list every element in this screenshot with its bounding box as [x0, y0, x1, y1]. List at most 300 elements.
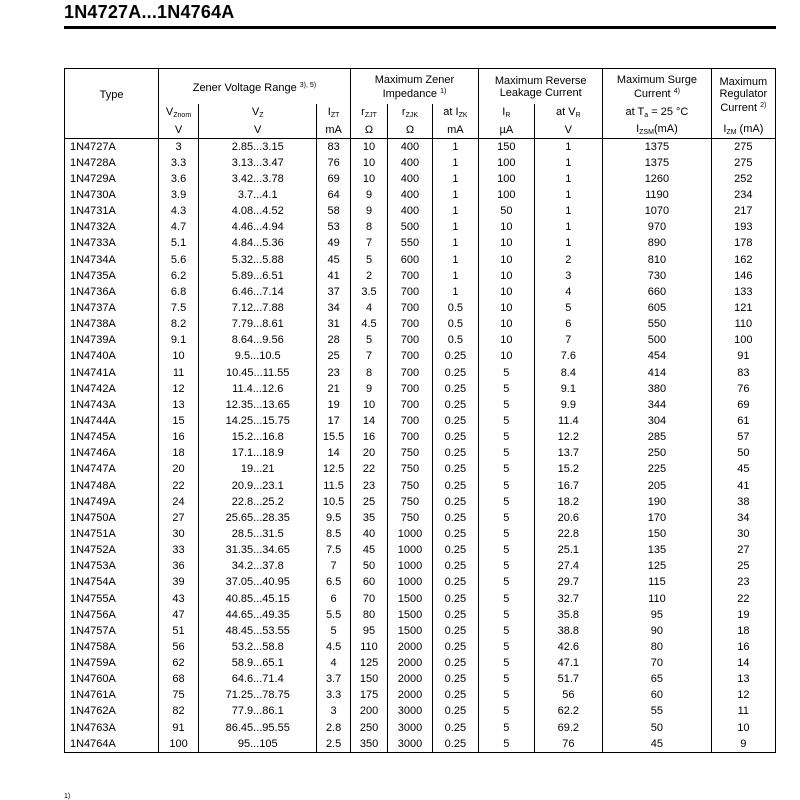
- ir-cell: 10: [479, 300, 534, 316]
- at-izk-cell: 0.25: [432, 623, 479, 639]
- at-izk-cell: 0.5: [432, 317, 479, 333]
- izsm-cell: 125: [603, 559, 712, 575]
- izsm-cell: 225: [603, 462, 712, 478]
- ir-cell: 5: [479, 413, 534, 429]
- type-cell: 1N4741A: [65, 365, 159, 381]
- rzjt-cell: 2: [350, 268, 388, 284]
- type-cell: 1N4756A: [65, 607, 159, 623]
- izm-cell: 23: [711, 575, 775, 591]
- at-vr-cell: 12.2: [534, 430, 603, 446]
- izm-cell: 133: [711, 284, 775, 300]
- at-vr-cell: 62.2: [534, 704, 603, 720]
- vz-range-cell: 20.9...23.1: [198, 478, 316, 494]
- vz-nom-cell: 20: [159, 462, 199, 478]
- at-vr-cell: 13.7: [534, 446, 603, 462]
- rzjk-cell: 3000: [388, 704, 432, 720]
- vz-nom-cell: 33: [159, 543, 199, 559]
- vz-nom-cell: 4.3: [159, 204, 199, 220]
- izsm-cell: 205: [603, 478, 712, 494]
- izt-cell: 2.8: [317, 720, 350, 736]
- table-row: [65, 446, 776, 462]
- vz-nom-cell: 3: [159, 139, 199, 156]
- at-izk-cell: 1: [432, 236, 479, 252]
- table-row: [65, 510, 776, 526]
- type-cell: 1N4761A: [65, 688, 159, 704]
- rzjt-cell: 250: [350, 720, 388, 736]
- izsm-unit: $I_{ZSM}(mA)$: [603, 121, 712, 139]
- rzjt-cell: 80: [350, 607, 388, 623]
- izsm-cell: 170: [603, 510, 712, 526]
- at-vr-unit: V: [534, 121, 603, 139]
- izm-cell: 91: [711, 349, 775, 365]
- izsm-cell: 454: [603, 349, 712, 365]
- izt-cell: 41: [317, 268, 350, 284]
- izm-cell: 12: [711, 688, 775, 704]
- vz-nom-cell: 18: [159, 446, 199, 462]
- izt-cell: 15.5: [317, 430, 350, 446]
- rzjk-cell: 3000: [388, 736, 432, 753]
- izm-cell: 76: [711, 381, 775, 397]
- rzjt-cell: 10: [350, 139, 388, 156]
- rzjt-cell: 45: [350, 543, 388, 559]
- ir-cell: 5: [479, 494, 534, 510]
- table-row: [65, 430, 776, 446]
- vz-range-cell: 3.7...4.1: [198, 187, 316, 203]
- at-vr-cell: 20.6: [534, 510, 603, 526]
- vz-nom-cell: 39: [159, 575, 199, 591]
- table-row: [65, 268, 776, 284]
- ir-cell: 100: [479, 171, 534, 187]
- at-vr-cell: 1: [534, 220, 603, 236]
- vz-nom-cell: 5.6: [159, 252, 199, 268]
- at-izk-cell: 1: [432, 187, 479, 203]
- rzjt-cell: 8: [350, 365, 388, 381]
- table-row: [65, 155, 776, 171]
- rzjk-cell: 1500: [388, 607, 432, 623]
- type-cell: 1N4745A: [65, 430, 159, 446]
- vz-nom-cell: 3.3: [159, 155, 199, 171]
- vz-range-cell: 6.46...7.14: [198, 284, 316, 300]
- vz-range-cell: 4.08...4.52: [198, 204, 316, 220]
- table-row: [65, 623, 776, 639]
- izm-cell: 19: [711, 607, 775, 623]
- vz-range-cell: 40.85...45.15: [198, 591, 316, 607]
- ir-cell: 10: [479, 268, 534, 284]
- ir-cell: 10: [479, 252, 534, 268]
- izsm-cell: 414: [603, 365, 712, 381]
- type-unit-cell: [65, 121, 159, 139]
- vz-nom-cell: 3.9: [159, 187, 199, 203]
- table-row: [65, 639, 776, 655]
- table-row: [65, 575, 776, 591]
- rzjt-cell: 150: [350, 672, 388, 688]
- table-row: [65, 591, 776, 607]
- izm-cell: 83: [711, 365, 775, 381]
- izsm-cell: 344: [603, 397, 712, 413]
- izm-cell: 13: [711, 672, 775, 688]
- table-row: [65, 397, 776, 413]
- izt-cell: 58: [317, 204, 350, 220]
- izt-cell: 31: [317, 317, 350, 333]
- rzjk-cell: 400: [388, 187, 432, 203]
- vz-range-cell: 19...21: [198, 462, 316, 478]
- izm-cell: 18: [711, 623, 775, 639]
- izm-cell: 57: [711, 430, 775, 446]
- type-cell: 1N4735A: [65, 268, 159, 284]
- izsm-cell: 190: [603, 494, 712, 510]
- type-cell: 1N4752A: [65, 543, 159, 559]
- rzjt-cell: 10: [350, 171, 388, 187]
- type-cell: 1N4746A: [65, 446, 159, 462]
- izsm-cell: 250: [603, 446, 712, 462]
- vz-nom-cell: 62: [159, 656, 199, 672]
- at-izk-cell: 0.25: [432, 704, 479, 720]
- at-vr-cell: 47.1: [534, 656, 603, 672]
- rzjt-cell: 9: [350, 381, 388, 397]
- type-cell: 1N4747A: [65, 462, 159, 478]
- at-izk-cell: 0.25: [432, 381, 479, 397]
- type-cell: 1N4734A: [65, 252, 159, 268]
- rzjt-cell: 23: [350, 478, 388, 494]
- at-izk-cell: 0.25: [432, 543, 479, 559]
- table-row: [65, 704, 776, 720]
- type-cell: 1N4762A: [65, 704, 159, 720]
- izt-cell: 14: [317, 446, 350, 462]
- izt-cell: 69: [317, 171, 350, 187]
- at-izk-cell: 0.5: [432, 333, 479, 349]
- type-cell: 1N4728A: [65, 155, 159, 171]
- at-izk-cell: 0.25: [432, 349, 479, 365]
- izt-cell: 9.5: [317, 510, 350, 526]
- vz-nom-cell: 91: [159, 720, 199, 736]
- at-vr-cell: 7.6: [534, 349, 603, 365]
- vz-nom-header: $V_{Znom}$: [159, 104, 199, 121]
- rzjk-cell: 1000: [388, 575, 432, 591]
- rzjt-cell: 7: [350, 349, 388, 365]
- rzjt-cell: 70: [350, 591, 388, 607]
- izt-cell: 17: [317, 413, 350, 429]
- ir-cell: 5: [479, 720, 534, 736]
- vz-range-cell: 10.45...11.55: [198, 365, 316, 381]
- ir-cell: 10: [479, 317, 534, 333]
- vz-range-cell: 44.65...49.35: [198, 607, 316, 623]
- at-vr-cell: 7: [534, 333, 603, 349]
- at-vr-cell: 9.1: [534, 381, 603, 397]
- rzjt-cell: 25: [350, 494, 388, 510]
- rzjt-cell: 7: [350, 236, 388, 252]
- at-izk-unit: mA: [432, 121, 479, 139]
- at-izk-cell: 0.25: [432, 397, 479, 413]
- table-row: [65, 220, 776, 236]
- at-vr-cell: 76: [534, 736, 603, 753]
- rzjk-cell: 700: [388, 333, 432, 349]
- rzjt-cell: 40: [350, 526, 388, 542]
- izt-cell: 4: [317, 656, 350, 672]
- ir-cell: 10: [479, 236, 534, 252]
- izm-cell: 41: [711, 478, 775, 494]
- izt-cell: 25: [317, 349, 350, 365]
- vz-range-cell: 25.65...28.35: [198, 510, 316, 526]
- ir-cell: 5: [479, 397, 534, 413]
- ir-cell: 5: [479, 543, 534, 559]
- at-vr-cell: 42.6: [534, 639, 603, 655]
- table-row: [65, 656, 776, 672]
- max-reverse-leakage-header: Maximum Reverse Leakage Current: [479, 69, 603, 105]
- ir-unit: µA: [479, 121, 534, 139]
- rzjk-cell: 700: [388, 268, 432, 284]
- at-izk-cell: 0.25: [432, 365, 479, 381]
- izsm-cell: 1070: [603, 204, 712, 220]
- rzjk-cell: 1500: [388, 623, 432, 639]
- type-cell: 1N4729A: [65, 171, 159, 187]
- vz-range-cell: 8.64...9.56: [198, 333, 316, 349]
- izt-cell: 3.3: [317, 688, 350, 704]
- izt-cell: 23: [317, 365, 350, 381]
- title-rule: [64, 26, 776, 29]
- rzjt-cell: 14: [350, 413, 388, 429]
- footnote-mark: 1): [64, 793, 71, 800]
- type-cell: 1N4740A: [65, 349, 159, 365]
- at-izk-header: at $I_{ZK}$: [432, 104, 479, 121]
- ir-cell: 10: [479, 284, 534, 300]
- vz-nom-unit: V: [159, 121, 199, 139]
- izt-cell: 7: [317, 559, 350, 575]
- rzjk-cell: 700: [388, 430, 432, 446]
- type-cell: 1N4748A: [65, 478, 159, 494]
- at-izk-cell: 0.25: [432, 446, 479, 462]
- vz-range-cell: 4.46...4.94: [198, 220, 316, 236]
- izsm-cell: 605: [603, 300, 712, 316]
- type-cell: 1N4757A: [65, 623, 159, 639]
- vz-nom-cell: 13: [159, 397, 199, 413]
- table-row: [65, 333, 776, 349]
- ir-cell: 10: [479, 220, 534, 236]
- izt-cell: 8.5: [317, 526, 350, 542]
- rzjt-cell: 9: [350, 204, 388, 220]
- rzjt-cell: 200: [350, 704, 388, 720]
- page-title: 1N4727A...1N4764A: [64, 2, 235, 22]
- izm-cell: 45: [711, 462, 775, 478]
- izm-cell: 110: [711, 317, 775, 333]
- izsm-cell: 50: [603, 720, 712, 736]
- at-izk-cell: 0.25: [432, 413, 479, 429]
- at-vr-cell: 11.4: [534, 413, 603, 429]
- ir-cell: 5: [479, 656, 534, 672]
- rzjt-cell: 125: [350, 656, 388, 672]
- izt-cell: 2.5: [317, 736, 350, 753]
- rzjt-cell: 16: [350, 430, 388, 446]
- izm-cell: 25: [711, 559, 775, 575]
- zener-voltage-range-header: Zener Voltage Range $^{3), 5)}$: [159, 69, 351, 105]
- ir-cell: 100: [479, 187, 534, 203]
- ir-cell: 10: [479, 333, 534, 349]
- izsm-cell: 110: [603, 591, 712, 607]
- vz-nom-cell: 68: [159, 672, 199, 688]
- at-vr-cell: 5: [534, 300, 603, 316]
- type-cell: 1N4732A: [65, 220, 159, 236]
- rzjk-header: $r_{ZJK}$: [388, 104, 432, 121]
- at-izk-cell: 0.25: [432, 430, 479, 446]
- ir-cell: 5: [479, 623, 534, 639]
- at-izk-cell: 0.25: [432, 494, 479, 510]
- rzjk-cell: 750: [388, 478, 432, 494]
- at-vr-cell: 6: [534, 317, 603, 333]
- at-izk-cell: 1: [432, 284, 479, 300]
- type-cell: 1N4731A: [65, 204, 159, 220]
- type-header: Type: [65, 69, 159, 122]
- max-zener-impedance-header: Maximum Zener Impedance $^{1)}$: [350, 69, 478, 105]
- izsm-cell: 1260: [603, 171, 712, 187]
- vz-range-cell: 2.85...3.15: [198, 139, 316, 156]
- ir-cell: 10: [479, 349, 534, 365]
- vz-nom-cell: 27: [159, 510, 199, 526]
- rzjk-cell: 400: [388, 155, 432, 171]
- rzjt-cell: 4: [350, 300, 388, 316]
- rzjt-cell: 60: [350, 575, 388, 591]
- at-vr-cell: 56: [534, 688, 603, 704]
- vz-nom-cell: 6.8: [159, 284, 199, 300]
- ir-cell: 5: [479, 478, 534, 494]
- rzjk-cell: 2000: [388, 688, 432, 704]
- at-vr-cell: 8.4: [534, 365, 603, 381]
- ir-cell: 5: [479, 526, 534, 542]
- izsm-cell: 810: [603, 252, 712, 268]
- table-row: [65, 526, 776, 542]
- izm-cell: 69: [711, 397, 775, 413]
- vz-range-cell: 53.2...58.8: [198, 639, 316, 655]
- table-row: [65, 720, 776, 736]
- at-izk-cell: 0.25: [432, 736, 479, 753]
- izsm-cell: 115: [603, 575, 712, 591]
- izsm-cell: 285: [603, 430, 712, 446]
- table-row: [65, 413, 776, 429]
- izm-cell: 121: [711, 300, 775, 316]
- rzjt-cell: 4.5: [350, 317, 388, 333]
- vz-range-cell: 37.05...40.95: [198, 575, 316, 591]
- ir-cell: 5: [479, 591, 534, 607]
- vz-range-cell: 7.12...7.88: [198, 300, 316, 316]
- vz-nom-cell: 12: [159, 381, 199, 397]
- rzjk-cell: 700: [388, 300, 432, 316]
- vz-range-cell: 3.42...3.78: [198, 171, 316, 187]
- rzjt-cell: 10: [350, 155, 388, 171]
- izsm-cell: 80: [603, 639, 712, 655]
- ir-cell: 5: [479, 639, 534, 655]
- vz-unit: V: [198, 121, 316, 139]
- ir-cell: 100: [479, 155, 534, 171]
- table-row: [65, 187, 776, 203]
- ir-cell: 5: [479, 688, 534, 704]
- vz-range-cell: 5.89...6.51: [198, 268, 316, 284]
- rzjk-cell: 1500: [388, 591, 432, 607]
- rzjk-cell: 700: [388, 365, 432, 381]
- ir-cell: 5: [479, 559, 534, 575]
- rzjk-cell: 400: [388, 171, 432, 187]
- izsm-cell: 90: [603, 623, 712, 639]
- at-izk-cell: 0.25: [432, 575, 479, 591]
- at-vr-cell: 4: [534, 284, 603, 300]
- rzjk-cell: 3000: [388, 720, 432, 736]
- type-cell: 1N4744A: [65, 413, 159, 429]
- vz-nom-cell: 36: [159, 559, 199, 575]
- table-row: [65, 672, 776, 688]
- surge-condition-header: at $T_a = 25$ °C: [603, 104, 712, 121]
- rzjk-cell: 700: [388, 381, 432, 397]
- at-vr-cell: 1: [534, 155, 603, 171]
- rzjt-cell: 10: [350, 397, 388, 413]
- at-vr-cell: 16.7: [534, 478, 603, 494]
- vz-nom-cell: 43: [159, 591, 199, 607]
- vz-range-cell: 34.2...37.8: [198, 559, 316, 575]
- izt-cell: 64: [317, 187, 350, 203]
- vz-range-cell: 95...105: [198, 736, 316, 753]
- rzjk-cell: 750: [388, 462, 432, 478]
- izm-cell: 30: [711, 526, 775, 542]
- type-cell: 1N4764A: [65, 736, 159, 753]
- at-izk-cell: 0.25: [432, 720, 479, 736]
- izm-cell: 252: [711, 171, 775, 187]
- izm-cell: 217: [711, 204, 775, 220]
- izt-cell: 83: [317, 139, 350, 156]
- vz-nom-cell: 7.5: [159, 300, 199, 316]
- rzjt-unit: Ω: [350, 121, 388, 139]
- vz-range-cell: 14.25...15.75: [198, 413, 316, 429]
- izt-cell: 3.7: [317, 672, 350, 688]
- izsm-cell: 135: [603, 543, 712, 559]
- rzjt-cell: 95: [350, 623, 388, 639]
- vz-nom-cell: 9.1: [159, 333, 199, 349]
- at-izk-cell: 1: [432, 220, 479, 236]
- rzjk-cell: 400: [388, 204, 432, 220]
- vz-range-cell: 86.45...95.55: [198, 720, 316, 736]
- type-cell: 1N4753A: [65, 559, 159, 575]
- izt-cell: 3: [317, 704, 350, 720]
- type-cell: 1N4737A: [65, 300, 159, 316]
- vz-range-cell: 5.32...5.88: [198, 252, 316, 268]
- at-izk-cell: 0.25: [432, 526, 479, 542]
- type-cell: 1N4727A: [65, 139, 159, 156]
- vz-nom-cell: 5.1: [159, 236, 199, 252]
- rzjt-cell: 5: [350, 333, 388, 349]
- at-vr-cell: 3: [534, 268, 603, 284]
- table-header: [65, 69, 776, 139]
- rzjt-header: $r_{ZJT}$: [350, 104, 388, 121]
- rzjk-cell: 1000: [388, 559, 432, 575]
- izsm-cell: 380: [603, 381, 712, 397]
- at-vr-cell: 51.7: [534, 672, 603, 688]
- at-izk-cell: 0.25: [432, 672, 479, 688]
- type-cell: 1N4750A: [65, 510, 159, 526]
- ir-cell: 5: [479, 575, 534, 591]
- vz-range-cell: 4.84...5.36: [198, 236, 316, 252]
- rzjk-cell: 700: [388, 317, 432, 333]
- table-row: [65, 300, 776, 316]
- at-vr-cell: 32.7: [534, 591, 603, 607]
- vz-range-cell: 15.2...16.8: [198, 430, 316, 446]
- vz-range-cell: 48.45...53.55: [198, 623, 316, 639]
- ir-cell: 150: [479, 139, 534, 156]
- vz-nom-cell: 11: [159, 365, 199, 381]
- izm-cell: 178: [711, 236, 775, 252]
- izm-cell: 193: [711, 220, 775, 236]
- at-vr-cell: 1: [534, 187, 603, 203]
- izm-cell: 34: [711, 510, 775, 526]
- izt-cell: 7.5: [317, 543, 350, 559]
- ir-cell: 5: [479, 381, 534, 397]
- at-vr-cell: 27.4: [534, 559, 603, 575]
- izsm-cell: 970: [603, 220, 712, 236]
- max-regulator-current-header: Maximum Regulator Current $^{2)}$: [711, 69, 775, 122]
